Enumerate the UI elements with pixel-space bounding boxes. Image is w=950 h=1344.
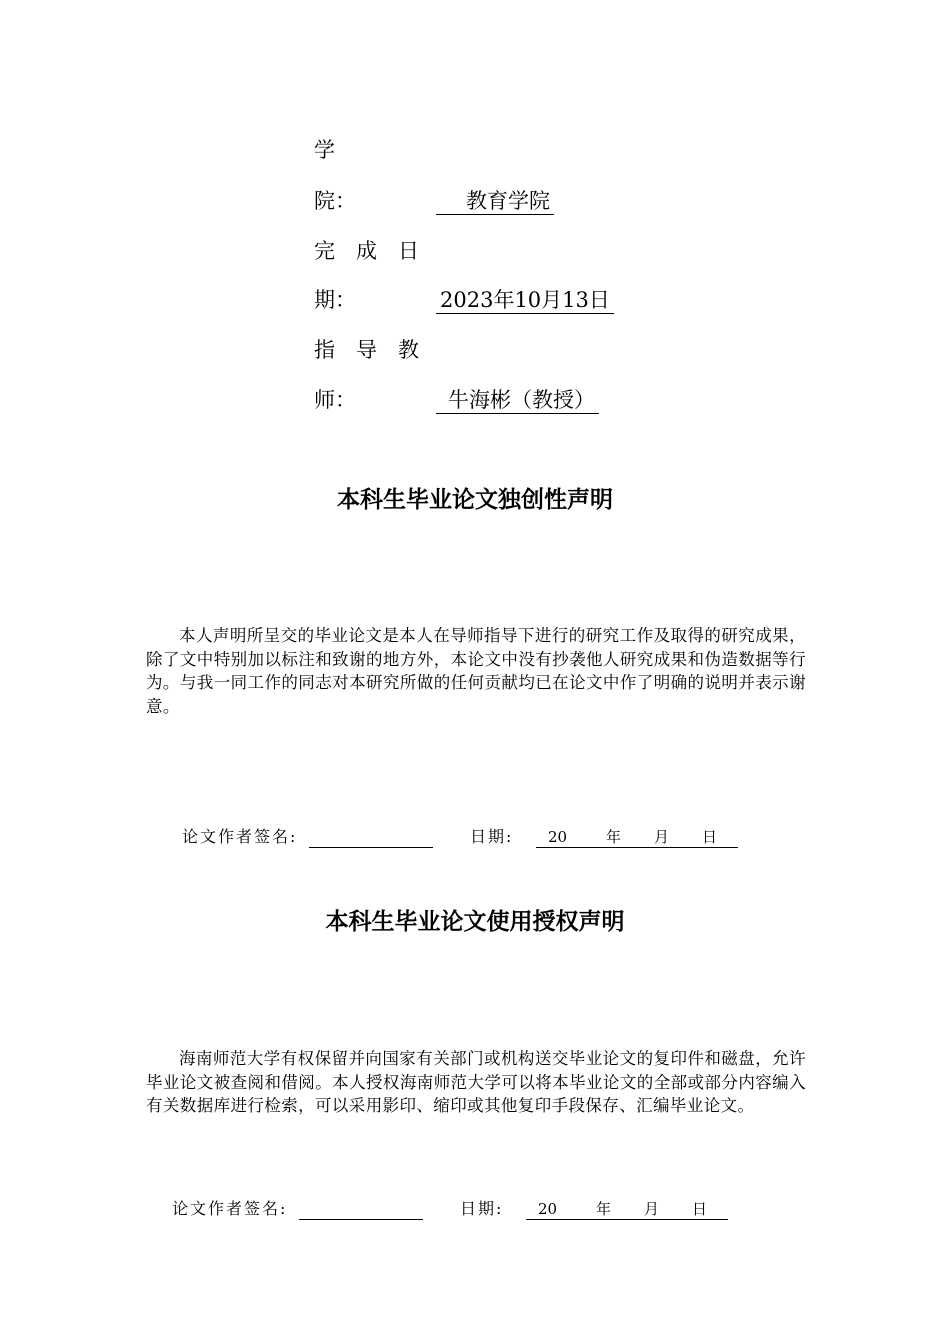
originality-signature-row: [182, 826, 433, 848]
originality-body: 本人声明所呈交的毕业论文是本人在导师指导下进行的研究工作及取得的研究成果，除了文中特别加以标注和致谢的地方外，本论文中没有抄袭他人研究成果和伪造数据等行为。与我一同工作的同志对本研究所做的任何贡献均已在论文中作了明确的说明并表示谢意。: [146, 626, 806, 716]
originality-date-blank[interactable]: [536, 827, 738, 848]
originality-date-label: 日期:: [470, 827, 514, 846]
authorization-date-blank[interactable]: [526, 1199, 728, 1220]
advisor-label-line1: 指 导 教: [314, 338, 419, 362]
authorization-signature-blank[interactable]: [299, 1201, 423, 1220]
authorization-date-year: 20: [538, 1200, 558, 1218]
authorization-body: 海南师范大学有权保留并向国家有关部门或机构送交毕业论文的复印件和磁盘，允许毕业论文被查阅和借阅。本人授权海南师范大学可以将本毕业论文的全部或部分内容编入有关数据库进行检索，可以采用影印、缩印或其他复印手段保存、汇编毕业论文。: [146, 1049, 806, 1115]
authorization-signature-label: 论文作者签名:: [172, 1199, 288, 1218]
originality-date-day-unit: 日: [702, 828, 718, 846]
college-label-line1: 学: [314, 138, 335, 162]
completion-date-label-line2: 期：: [314, 288, 356, 312]
college-label-line2: 院：: [314, 189, 356, 213]
completion-date-label-line1: 完 成 日: [314, 239, 419, 263]
originality-signature-blank[interactable]: [309, 829, 433, 848]
authorization-date-label: 日期:: [460, 1199, 504, 1218]
authorization-date-month-unit: 月: [644, 1200, 660, 1218]
authorization-signature-row: [172, 1198, 423, 1220]
originality-title: 本科生毕业论文独创性声明: [337, 487, 613, 513]
originality-date-year: 20: [548, 828, 568, 846]
authorization-title: 本科生毕业论文使用授权声明: [325, 909, 625, 935]
advisor-label-line2: 师：: [314, 388, 356, 412]
originality-signature-label: 论文作者签名:: [182, 827, 298, 846]
advisor-value: 牛海彬（教授）: [436, 388, 599, 414]
authorization-date-year-unit: 年: [596, 1200, 612, 1218]
originality-date-month-unit: 月: [654, 828, 670, 846]
college-value: 教育学院: [436, 189, 554, 215]
completion-date-value: 2023年10月13日: [436, 288, 614, 314]
originality-date-year-unit: 年: [606, 828, 622, 846]
authorization-date-day-unit: 日: [692, 1200, 708, 1218]
